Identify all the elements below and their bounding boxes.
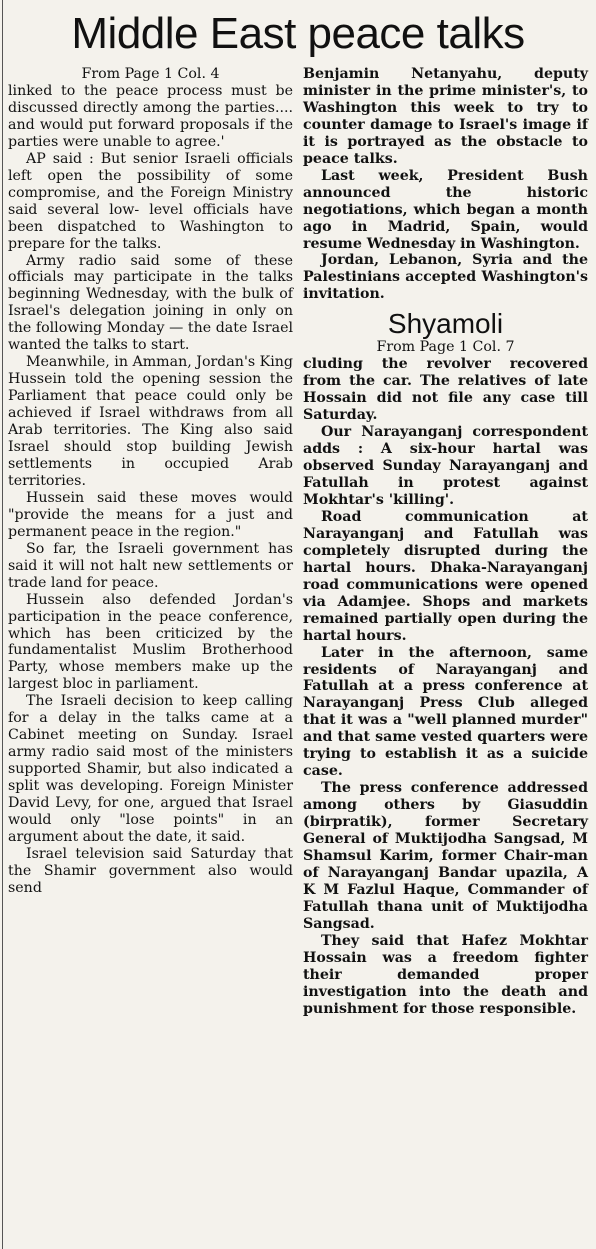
paragraph: Our Narayanganj correspondent adds : A six-hour hartal was observed Sunday Narayanganj and Fatullah in protest against Mokhtar's 'killing'. xyxy=(303,424,588,508)
left-column xyxy=(8,66,293,1018)
paragraph: cluding the revolver recovered from the car. The relatives of late Hossain did not file any case till Saturday. xyxy=(303,356,588,424)
paragraph: So far, the Israeli government has said it will not halt new settlements or trade land for peace. xyxy=(8,540,293,591)
paragraph: Israel television said Saturday that the Shamir government also would send xyxy=(8,845,293,896)
paragraph: Last week, President Bush announced the historic negotiations, which began a month ago in Madrid, Spain, would resume Wednesday in Washington. xyxy=(303,167,588,252)
subhead: Shyamoli xyxy=(387,308,504,340)
paragraph: linked to the peace process must be discussed directly among the parties.... and would put forward proposals if the parties were unable to agree.' xyxy=(8,83,293,150)
paragraph: They said that Hafez Mokhtar Hossain was a freedom fighter their demanded proper investigation into the death and punishment for those responsible. xyxy=(303,932,588,1017)
jump-line-right: From Page 1 Col. 7 xyxy=(376,339,515,356)
paragraph: Hussein also defended Jordan's participation in the peace conference, which has been criticized by the fundamentalist Muslim Brotherhood Party, whose members make up the largest bloc in parliament. xyxy=(8,591,293,693)
paragraph: Army radio said some of these officials may participate in the talks beginning Wednesday, with the bulk of Israel's delegation joining in only on the following Monday — the date Israel wanted the talks to start. xyxy=(8,252,293,354)
paragraph: AP said : But senior Israeli officials left open the possibility of some compromise, and the Foreign Ministry said several low- level officials have been dispatched to Washington to prepare for the talks. xyxy=(8,150,293,252)
paragraph: Jordan, Lebanon, Syria and the Palestinians accepted Washington's invitation. xyxy=(303,252,588,303)
paragraph: Benjamin Netanyahu, deputy minister in the prime minister's, to Washington this week to try to counter damage to Israel's image if it is portrayed as the obstacle to peace talks. xyxy=(303,66,588,167)
clipping-edge xyxy=(2,0,3,1249)
article-columns xyxy=(8,66,588,1018)
paragraph: Meanwhile, in Amman, Jordan's King Hussein told the opening session the Parliament that peace could only be achieved if Israel withdraws from all Arab territories. The King also said Israel should stop building Jewish settlements in occupied Arab territories. xyxy=(8,354,293,489)
headline: Middle East peace talks xyxy=(71,9,525,58)
paragraph: Road communication at Narayanganj and Fatullah was completely disrupted during the hartal hours. Dhaka-Narayanganj road communications were opened via Adamjee. Shops and markets remained partially open during the hartal hours. xyxy=(303,508,588,644)
paragraph: The press conference addressed among others by Giasuddin (birpratik), former Secretary General of Muktijodha Sangsad, M Shamsul Karim, former Chair-man of Narayanganj Bandar upazila, A K M Fazlul Haque, Commander of Fatullah thana unit of Muktijodha Sangsad. xyxy=(303,780,588,932)
right-column xyxy=(303,66,588,1018)
jump-line-left: From Page 1 Col. 4 xyxy=(81,66,220,82)
paragraph: Hussein said these moves would "provide the means for a just and permanent peace in the region." xyxy=(8,489,293,540)
paragraph: Later in the afternoon, same residents of Narayanganj and Fatullah at a press conference at Narayanganj Press Club alleged that it was a "well planned murder" and that same vested quarters were trying to establish it as a suicide case. xyxy=(303,644,588,780)
paragraph: The Israeli decision to keep calling for a delay in the talks came at a Cabinet meeting on Sunday. Israel army radio said most of the ministers supported Shamir, but also indicated a split was developing. Foreign Minister David Levy, for one, argued that Israel would only "lose points" in an argument about the date, it said. xyxy=(8,693,293,845)
